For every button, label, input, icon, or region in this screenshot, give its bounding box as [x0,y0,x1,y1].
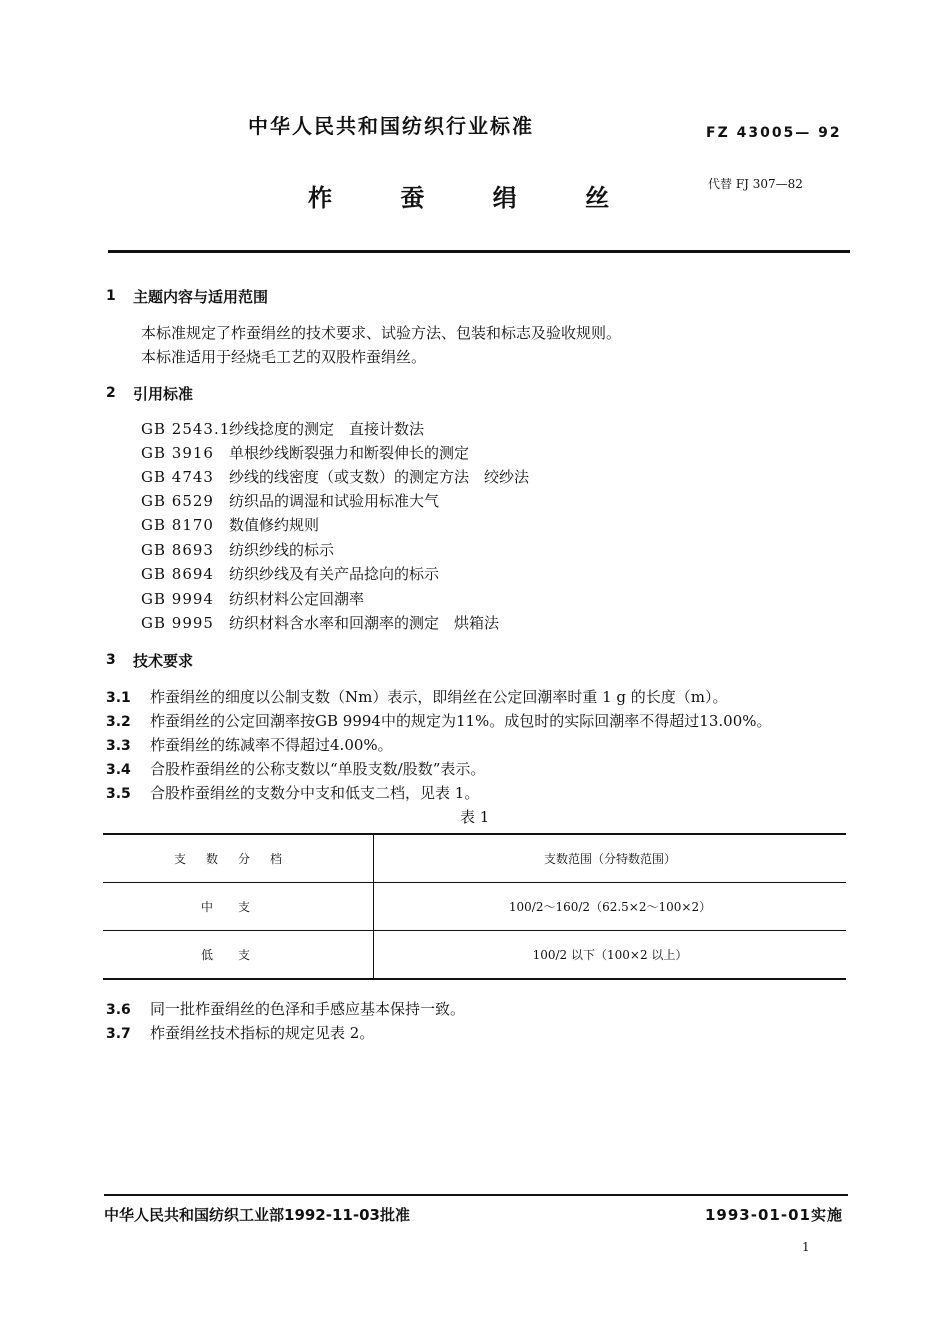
page-number: 1 [802,1240,810,1254]
reference-title: 单根纱线断裂强力和断裂伸长的测定 [229,444,470,462]
reference-code: GB 8693 [141,541,214,559]
reference-item [141,418,424,439]
reference-code: GB 6529 [141,492,214,510]
cell-text: 中支 [200,900,275,914]
clause-text: 柞蚕绢丝的细度以公制支数（Nm）表示，即绢丝在公定回潮率时重 1 g 的长度（m）。 [150,688,728,706]
table-header-range: 支数范围（分特数范围） [374,834,847,883]
clause-number: 3.7 [106,1026,131,1042]
clause-3-7 [106,1022,374,1043]
clause-3-3 [106,734,393,755]
table-caption: 表 1 [460,808,490,826]
reference-title: 纱线捻度的测定 直接计数法 [229,420,425,438]
table-header-row [103,834,846,883]
section-1-line-1: 本标准规定了柞蚕绢丝的技术要求、试验方法、包装和标志及验收规则。 [141,324,622,342]
table-header-grade [103,834,374,883]
reference-item [141,466,529,487]
clause-number: 3.1 [106,690,131,706]
clause-text: 合股柞蚕绢丝的公称支数以“单股支数/股数”表示。 [150,760,486,778]
reference-item [141,539,334,560]
standard-code: FZ 43005— 92 [706,125,842,141]
clause-3-4 [106,758,485,779]
section-3-number: 3 [106,652,116,668]
reference-title: 纺织材料含水率和回潮率的测定 烘箱法 [229,614,500,632]
clause-number: 3.2 [106,714,131,730]
replaces-note: 代替 FJ 307—82 [708,177,803,191]
table-row [103,931,846,980]
section-2-number: 2 [106,385,116,401]
section-1-line-2: 本标准适用于经烧毛工艺的双股柞蚕绢丝。 [141,348,427,366]
table-cell-range: 100/2～160/2（62.5×2～100×2） [374,883,847,931]
document-title: 柞 蚕 绢 丝 [308,184,640,212]
reference-title: 纺织材料公定回潮率 [229,590,365,608]
clause-text: 柞蚕绢丝的公定回潮率按GB 9994中的规定为11%。成包时的实际回潮率不得超过13.00%。 [150,712,772,730]
cell-text: 低支 [200,948,275,962]
section-1-title: 主题内容与适用范围 [133,288,269,306]
clause-3-2 [106,710,772,731]
clause-text: 柞蚕绢丝的练减率不得超过4.00%。 [150,736,393,754]
reference-title: 纺织纱线及有关产品捻向的标示 [229,565,440,583]
count-grade-table [103,833,846,980]
clause-3-5 [106,782,479,803]
reference-code: GB 8170 [141,516,214,534]
section-1-number: 1 [106,288,116,304]
reference-code: GB 4743 [141,468,214,486]
reference-item [141,563,439,584]
section-2-title: 引用标准 [133,385,194,403]
reference-item [141,612,499,633]
reference-item [141,490,439,511]
reference-code: GB 2543.1 [141,420,231,438]
approval-statement: 中华人民共和国纺织工业部1992-11-03批准 [104,1206,410,1224]
clause-3-6 [106,998,465,1019]
clause-number: 3.5 [106,786,131,802]
reference-code: GB 9995 [141,614,214,632]
reference-item [141,514,319,535]
clause-3-1 [106,686,728,707]
table-cell-grade [103,931,374,980]
section-3-title: 技术要求 [133,652,194,670]
reference-title: 纺织纱线的标示 [229,541,335,559]
clause-number: 3.6 [106,1002,131,1018]
clause-number: 3.4 [106,762,131,778]
clause-number: 3.3 [106,738,131,754]
reference-code: GB 3916 [141,444,214,462]
table-cell-grade [103,883,374,931]
issuing-organization: 中华人民共和国纺织行业标准 [248,114,534,138]
clause-text: 柞蚕绢丝技术指标的规定见表 2。 [150,1024,375,1042]
reference-title: 数值修约规则 [229,516,320,534]
header-text: 支数分档 [173,852,302,866]
reference-code: GB 8694 [141,565,214,583]
clause-text: 合股柞蚕绢丝的支数分中支和低支二档，见表 1。 [150,784,480,802]
effective-date: 1993-01-01实施 [705,1206,843,1224]
reference-item [141,588,364,609]
reference-title: 纺织品的调湿和试验用标准大气 [229,492,440,510]
table-cell-range: 100/2 以下（100×2 以上） [374,931,847,980]
header-rule [108,250,850,253]
reference-title: 纱线的线密度（或支数）的测定方法 绞纱法 [229,468,530,486]
reference-code: GB 9994 [141,590,214,608]
reference-item [141,442,469,463]
table-row [103,883,846,931]
clause-text: 同一批柞蚕绢丝的色泽和手感应基本保持一致。 [150,1000,466,1018]
footer-rule [104,1194,848,1196]
